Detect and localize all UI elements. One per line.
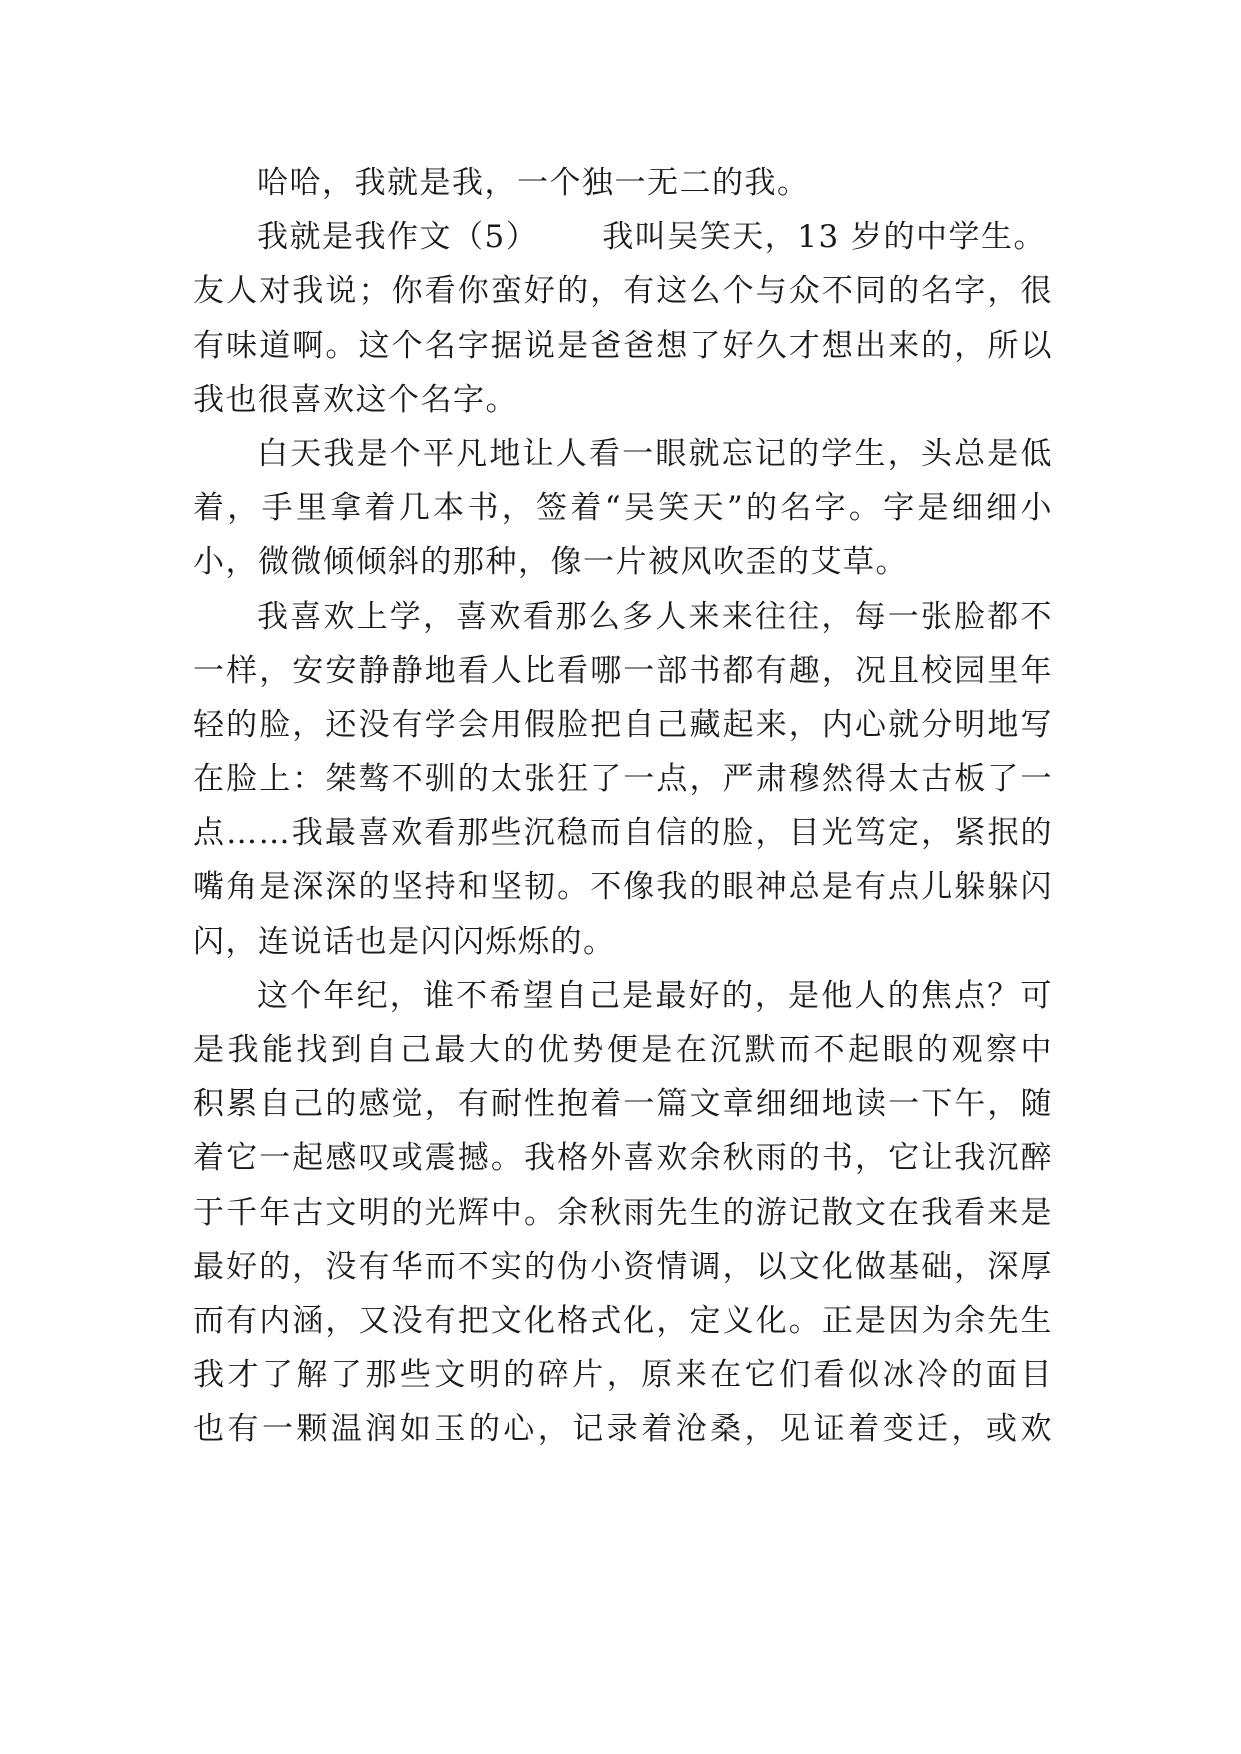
text-line: 这个年纪，谁不希望自己是最好的，是他人的焦点？可 xyxy=(257,977,1053,1014)
text-line: 轻的脸，还没有学会用假脸把自己藏起来，内心就分明地写 xyxy=(193,706,1053,743)
text-line: 哈哈，我就是我，一个独一无二的我。 xyxy=(257,165,810,201)
text-line: 着，手里拿着几本书，签着“吴笑天”的名字。字是细细小 xyxy=(193,490,1053,527)
text-line: 而有内涵，又没有把文化格式化，定义化。正是因为余先生 xyxy=(193,1302,1053,1339)
text-line: 在脸上：桀骜不驯的太张狂了一点，严肃穆然得太古板了一 xyxy=(193,761,1053,798)
paragraph-2 xyxy=(193,210,1053,427)
text-line: 友人对我说；你看你蛮好的，有这么个与众不同的名字，很 xyxy=(193,273,1053,310)
text-line: 嘴角是深深的坚持和坚韧。不像我的眼神总是有点儿躲躲闪 xyxy=(193,869,1053,906)
paragraph-5 xyxy=(193,969,1053,1457)
text-line: 我才了解了那些文明的碎片，原来在它们看似冰冷的面目 xyxy=(193,1357,1053,1394)
text-line: 于千年古文明的光辉中。余秋雨先生的游记散文在我看来是 xyxy=(193,1194,1053,1231)
title-line xyxy=(193,210,1053,264)
essay-body xyxy=(193,156,1053,1457)
text-line: 一样，安安静静地看人比看哪一部书都有趣，况且校园里年 xyxy=(193,652,1053,689)
text-line: 闪，连说话也是闪闪烁烁的。 xyxy=(193,923,616,960)
text-line: 是我能找到自己最大的优势便是在沉默而不起眼的观察中 xyxy=(193,1032,1053,1068)
text-line: 积累自己的感觉，有耐性抱着一篇文章细细地读一下午，随 xyxy=(193,1086,1053,1123)
text-line: 白天我是个平凡地让人看一眼就忘记的学生，头总是低 xyxy=(257,435,1053,472)
text-line: 点……我最喜欢看那些沉稳而自信的脸，目光笃定，紧抿的 xyxy=(193,815,1053,852)
text-line: 着它一起感叹或震撼。我格外喜欢余秋雨的书，它让我沉醉 xyxy=(193,1140,1053,1177)
text-line: 我喜欢上学，喜欢看那么多人来来往往，每一张脸都不 xyxy=(257,598,1053,635)
text-line: 最好的，没有华而不实的伪小资情调，以文化做基础，深厚 xyxy=(193,1248,1053,1285)
text-line: 小，微微倾倾斜的那种，像一片被风吹歪的艾草。 xyxy=(193,544,908,581)
paragraph-4 xyxy=(193,590,1053,969)
essay-title: 我就是我作文（5） xyxy=(257,219,539,256)
text-line: 也有一颗温润如玉的心，记录着沧桑，见证着变迁，或欢 xyxy=(193,1411,1053,1448)
text-line: 我也很喜欢这个名字。 xyxy=(193,381,518,418)
text-segment: 我叫吴笑天，13 岁的中学生。 xyxy=(602,219,1047,256)
text-line: 有味道啊。这个名字据说是爸爸想了好久才想出来的，所以 xyxy=(193,327,1053,364)
paragraph-3 xyxy=(193,427,1053,590)
paragraph-1 xyxy=(193,156,1053,210)
